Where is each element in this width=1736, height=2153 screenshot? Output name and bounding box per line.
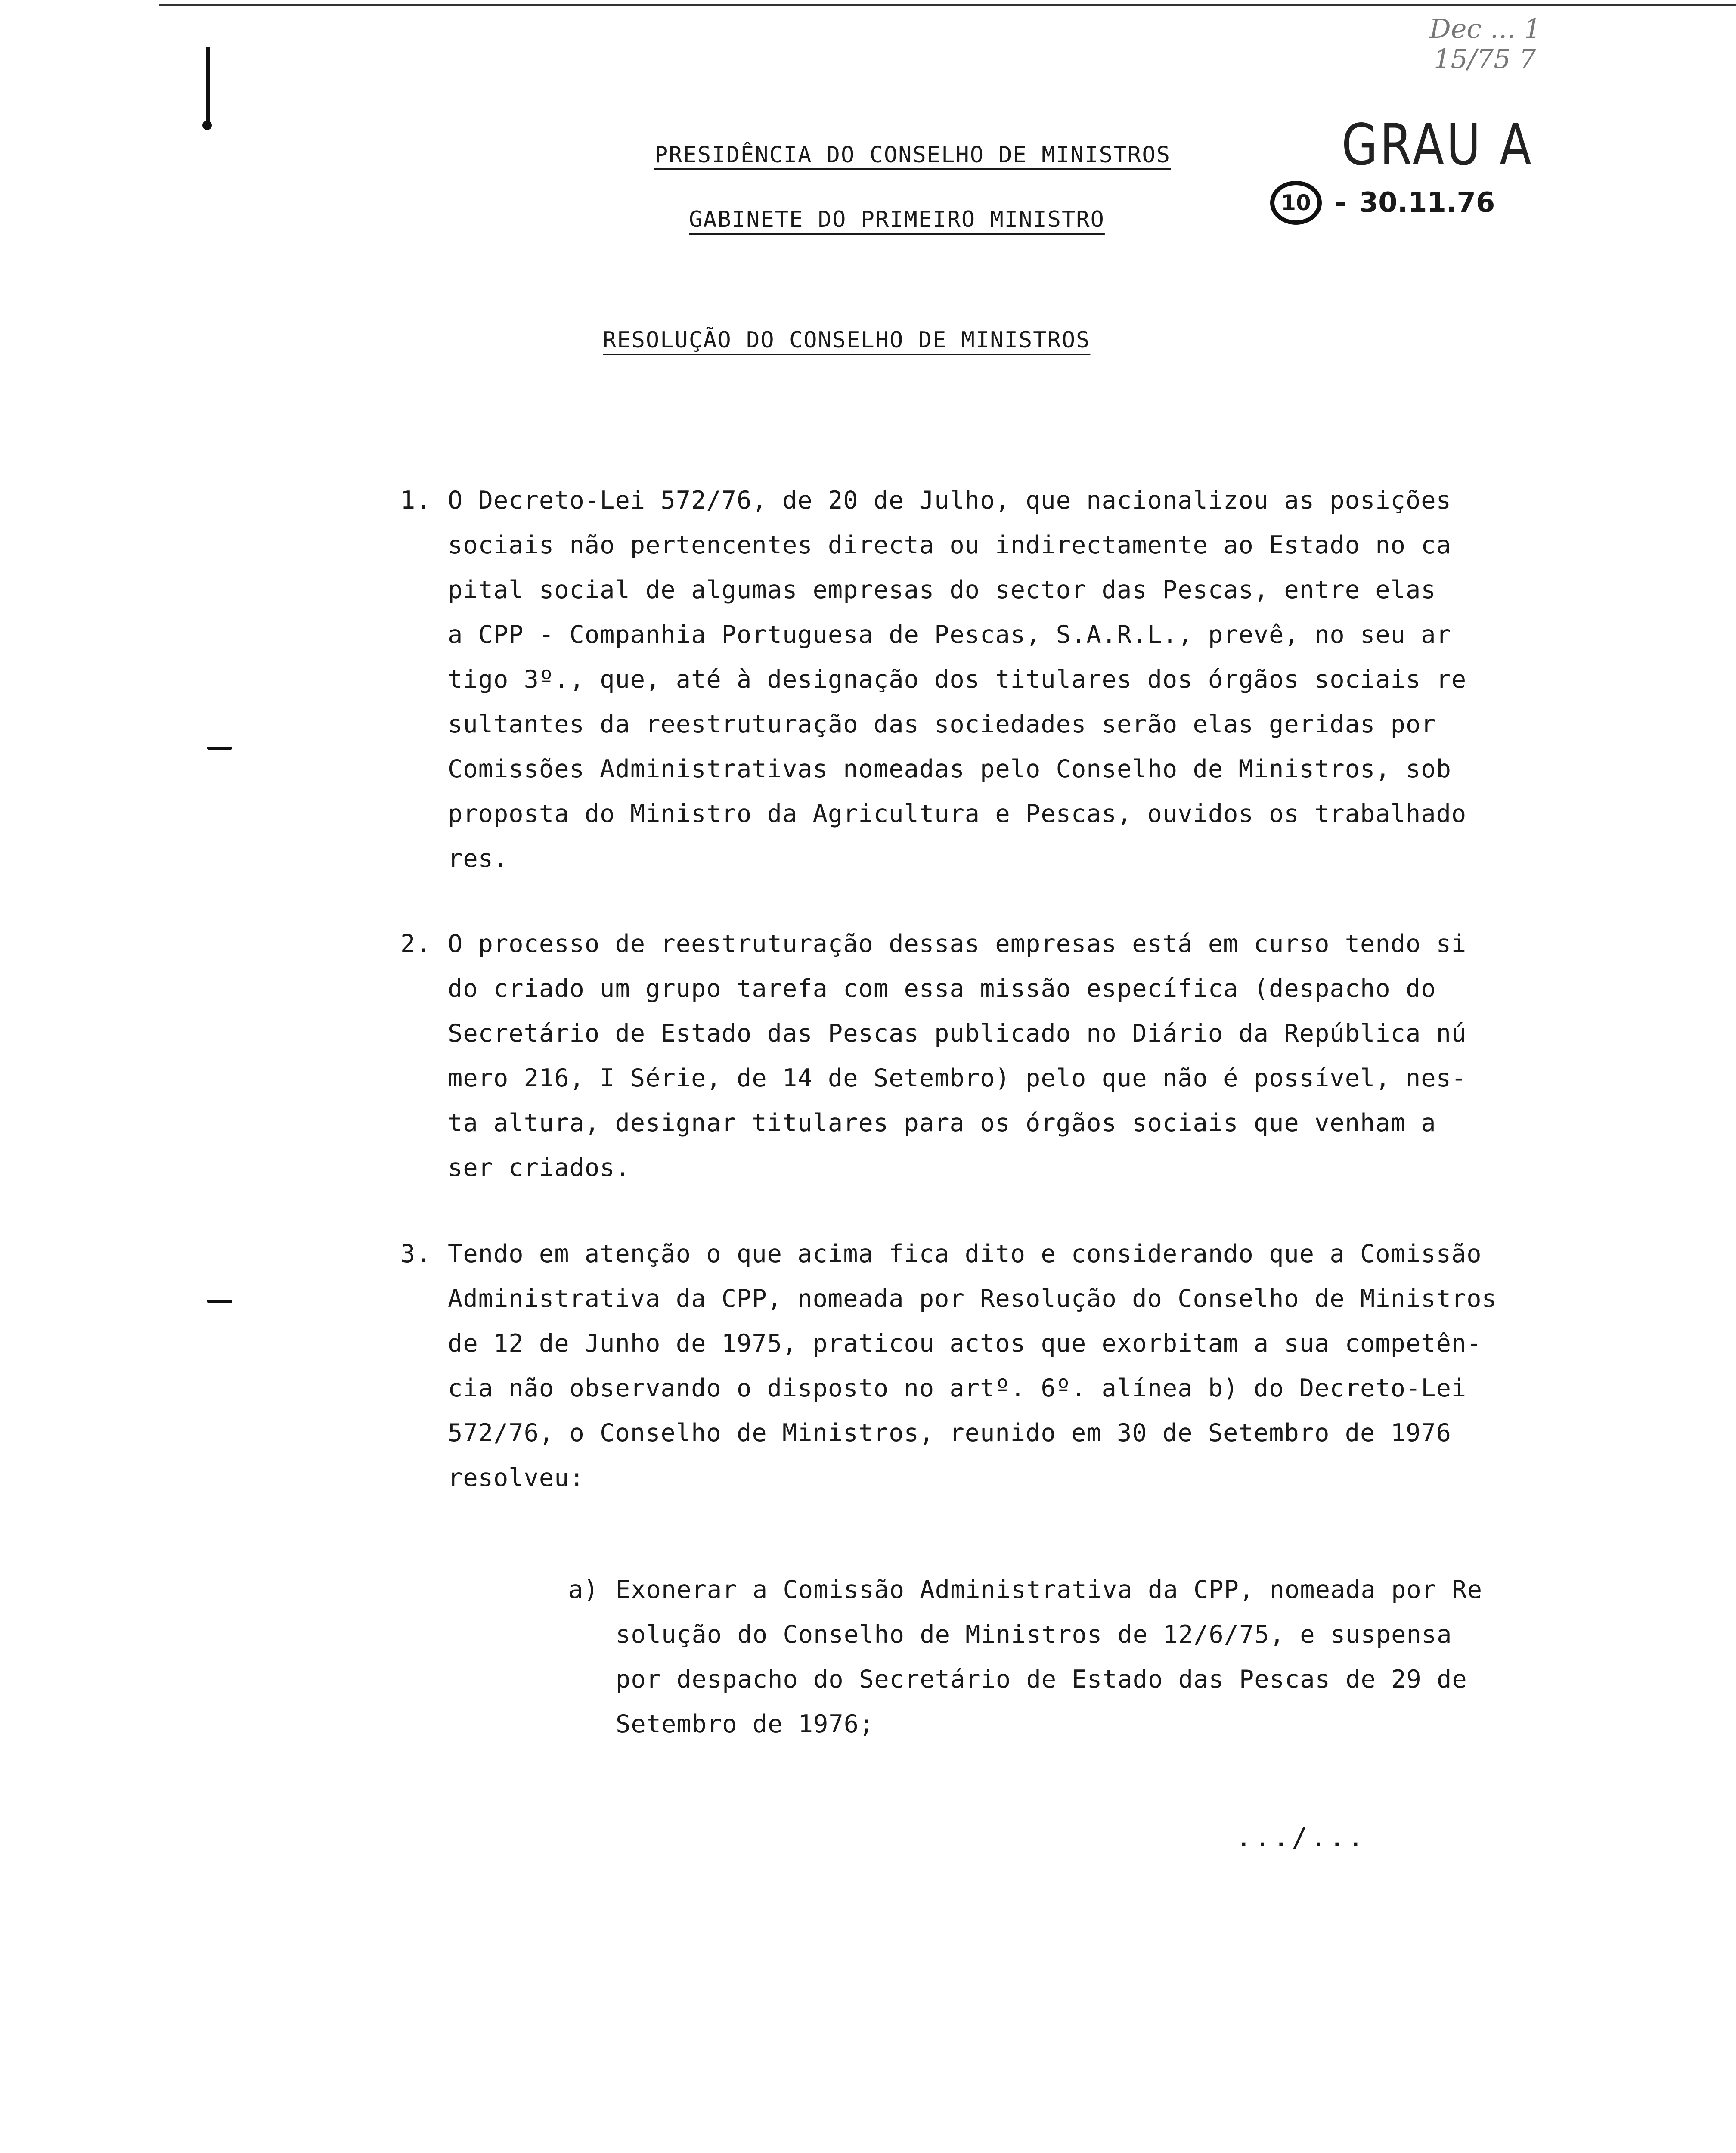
- margin-mark: [202, 121, 212, 130]
- text-line: resolveu:: [448, 1464, 585, 1492]
- header-presidency: PRESIDÊNCIA DO CONSELHO DE MINISTROS: [654, 142, 1171, 168]
- text-line: ser criados.: [448, 1154, 630, 1182]
- paragraph-3: [400, 1232, 1563, 1500]
- text-line: O processo de reestruturação dessas empresas está em curso tendo si: [448, 930, 1467, 958]
- margin-mark: [206, 47, 210, 125]
- margin-mark: [207, 747, 232, 750]
- text-line: O Decreto-Lei 572/76, de 20 de Julho, que nacionalizou as posições: [448, 486, 1451, 515]
- text-line: solução do Conselho de Ministros de 12/6/75, e suspensa: [616, 1620, 1452, 1649]
- text-line: Secretário de Estado das Pescas publicado no Diário da República nú: [448, 1019, 1467, 1048]
- registry-stamp: [1270, 181, 1495, 225]
- text-line: Setembro de 1976;: [616, 1710, 874, 1738]
- text-line: Exonerar a Comissão Administrativa da CPP, nomeada por Re: [616, 1576, 1483, 1604]
- registry-dash: -: [1335, 187, 1346, 219]
- handwritten-note: Dec ... 1: [1429, 13, 1541, 44]
- text-line: proposta do Ministro da Agricultura e Pescas, ouvidos os trabalhado: [448, 800, 1467, 828]
- document-title: RESOLUÇÃO DO CONSELHO DE MINISTROS: [603, 327, 1091, 353]
- grade-stamp: GRAU A: [1342, 112, 1534, 178]
- item-letter: a): [568, 1576, 599, 1604]
- resolution-item-a: [568, 1567, 1537, 1747]
- registry-number: 10: [1270, 181, 1322, 225]
- text-line: sultantes da reestruturação das sociedades serão elas geridas por: [448, 710, 1436, 738]
- text-line: ta altura, designar titulares para os órgãos sociais que venham a: [448, 1109, 1436, 1137]
- paragraph-number: 1.: [400, 486, 431, 515]
- paragraph-number: 2.: [400, 930, 431, 958]
- text-line: Comissões Administrativas nomeadas pelo Conselho de Ministros, sob: [448, 755, 1451, 783]
- margin-mark: [207, 1300, 232, 1303]
- paragraph-number: 3.: [400, 1240, 431, 1268]
- text-line: 572/76, o Conselho de Ministros, reunido em 30 de Setembro de 1976: [448, 1419, 1451, 1447]
- text-line: mero 216, I Série, de 14 de Setembro) pelo que não é possível, nes-: [448, 1064, 1467, 1092]
- text-line: tigo 3º., que, até à designação dos titulares dos órgãos sociais re: [448, 665, 1467, 694]
- text-line: do criado um grupo tarefa com essa missão específica (despacho do: [448, 974, 1436, 1003]
- text-line: a CPP - Companhia Portuguesa de Pescas, S.A.R.L., prevê, no seu ar: [448, 620, 1451, 649]
- text-line: res.: [448, 844, 509, 873]
- text-line: sociais não pertencentes directa ou indirectamente ao Estado no ca: [448, 531, 1451, 559]
- top-edge-rule: [159, 4, 1736, 6]
- continuation-marker: .../...: [1236, 1821, 1367, 1853]
- handwritten-note: 15/75 7: [1434, 43, 1536, 74]
- registry-date: 30.11.76: [1359, 187, 1495, 219]
- paragraph-1: [400, 478, 1541, 881]
- paragraph-2: [400, 921, 1541, 1190]
- text-line: cia não observando o disposto no artº. 6º. alínea b) do Decreto-Lei: [448, 1374, 1467, 1402]
- text-line: pital social de algumas empresas do sector das Pescas, entre elas: [448, 576, 1436, 604]
- text-line: por despacho do Secretário de Estado das Pescas de 29 de: [616, 1665, 1467, 1694]
- text-line: Tendo em atenção o que acima fica dito e considerando que a Comissão: [448, 1240, 1482, 1268]
- header-cabinet: GABINETE DO PRIMEIRO MINISTRO: [689, 207, 1105, 233]
- text-line: de 12 de Junho de 1975, praticou actos que exorbitam a sua competên-: [448, 1329, 1482, 1358]
- text-line: Administrativa da CPP, nomeada por Resolução do Conselho de Ministros: [448, 1284, 1497, 1313]
